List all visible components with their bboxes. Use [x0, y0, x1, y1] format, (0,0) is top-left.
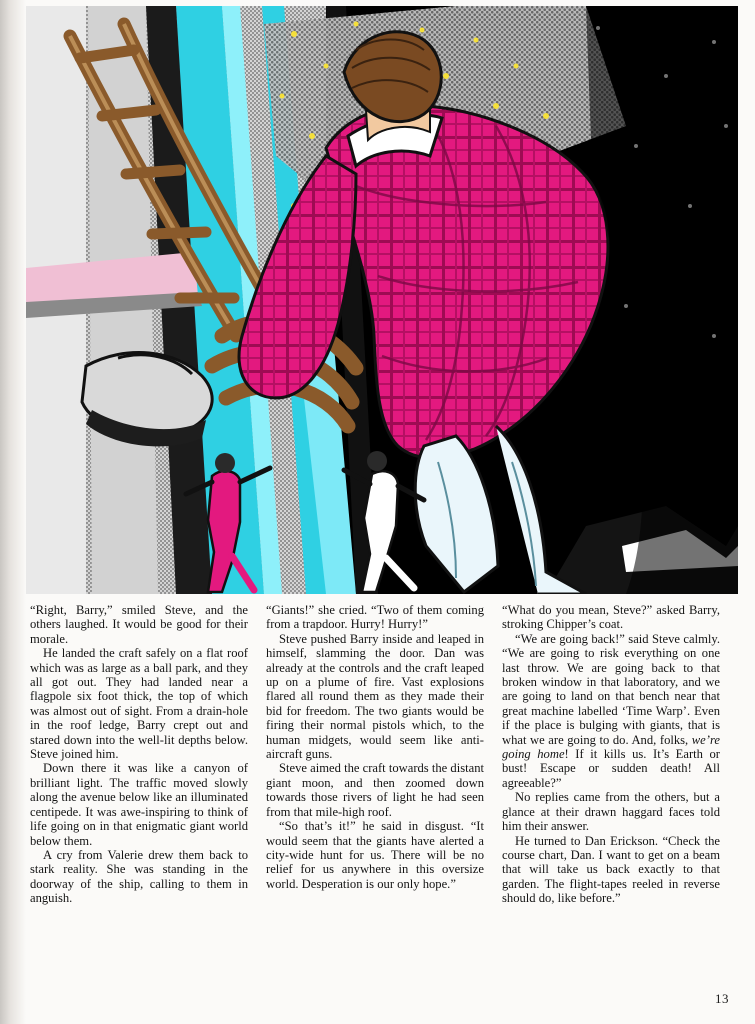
page-number: 13 — [715, 991, 729, 1006]
paragraph: No replies came from the others, but a glance at their drawn haggard faces told him their answer. — [502, 790, 720, 834]
paragraph: Steve pushed Barry inside and leaped in himself, slamming the door. Dan was already at the controls and the craft leaped up on a plume of fire. Vast explosions flared all round them as they made their bid for freedom. The two giants would be firing their normal pistols which, to the human midgets, would seem like anti-aircraft guns. — [266, 631, 484, 762]
story-illustration — [26, 6, 738, 594]
text-column-1 — [30, 603, 248, 978]
page-left-edge — [0, 0, 26, 1024]
paragraph: A cry from Valerie drew them back to stark reality. She was standing in the doorway of the ship, calling to them in anguish. — [30, 847, 248, 906]
paragraph: “What do you mean, Steve?” asked Barry, stroking Chipper’s coat. — [502, 603, 720, 632]
illustration-artwork — [26, 6, 738, 594]
paragraph: Steve aimed the craft towards the distant giant moon, and then zoomed down towards those rivers of light he had seen from that mile-high roof. — [266, 761, 484, 819]
paragraph: He landed the craft safely on a flat roof which was as large as a ball park, and they all got out. They had landed near a flagpole six foot thick, the top of which was almost out of sight. From a drain-hole in the roof ledge, Barry crept out and stared down into the well-lit depths below. Steve joined him. — [30, 646, 248, 762]
story-text — [30, 603, 730, 978]
paragraph: He turned to Dan Erickson. “Check the course chart, Dan. I want to get on a beam that will take us back exactly to that garden. The flight-tapes reeled in reverse should do, like before.” — [502, 833, 720, 906]
text-column-3 — [502, 603, 720, 978]
paragraph: Down there it was like a canyon of brilliant light. The traffic moved slowly along the avenue below like an illuminated centipede. It was awe-inspiring to think of life going on in that enigmatic giant world below them. — [30, 761, 248, 848]
paragraph: “Right, Barry,” smiled Steve, and the others laughed. It would be good for their morale. — [30, 603, 248, 646]
paragraph: “So that’s it!” he said in disgust. “It would seem that the giants have alerted a city-wide hunt for us. There will be no relief for us anywhere in this oversize world. Desperation is our only hope.” — [266, 819, 484, 891]
text-column-2 — [266, 603, 484, 978]
paragraph: “Giants!” she cried. “Two of them coming from a trapdoor. Hurry! Hurry!” — [266, 603, 484, 632]
paragraph: “We are going back!” said Steve calmly. “We are going to risk everything on one last throw. We are going back to that broken window in that laboratory, and we are going to land on that bench near that great machine labelled ‘Time Warp’. Even if the place is bulging with giants, that is what we are going to do. And, folks, we’re going home! If it kills us. It’s Earth or bust! Escape or sudden death! All agreeable?” — [502, 631, 721, 790]
